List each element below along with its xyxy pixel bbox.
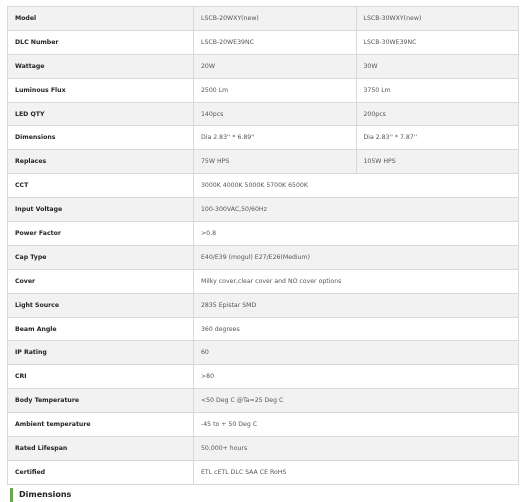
spec-row xyxy=(8,269,519,293)
spec-value: 360 degrees xyxy=(194,317,519,341)
spec-value-30w: Dia 2.83'' * 7.87'' xyxy=(356,126,519,150)
spec-value-20w: 20W xyxy=(194,54,357,78)
spec-row xyxy=(8,460,519,484)
spec-label: Replaces xyxy=(8,150,194,174)
spec-row xyxy=(8,126,519,150)
spec-value: 50,000+ hours xyxy=(194,437,519,461)
spec-label: IP Rating xyxy=(8,341,194,365)
spec-value-30w: 30W xyxy=(356,54,519,78)
spec-value-20w: 75W HPS xyxy=(194,150,357,174)
spec-row xyxy=(8,102,519,126)
spec-value-30w: 3750 Lm xyxy=(356,78,519,102)
spec-row xyxy=(8,174,519,198)
spec-row xyxy=(8,365,519,389)
spec-value-30w: 200pcs xyxy=(356,102,519,126)
spec-value: >80 xyxy=(194,365,519,389)
spec-row xyxy=(8,293,519,317)
spec-label: Model xyxy=(8,7,194,31)
spec-value-20w: LSCB-20WE39NC xyxy=(194,30,357,54)
spec-label: CCT xyxy=(8,174,194,198)
spec-table xyxy=(7,6,519,485)
spec-value: -45 to + 50 Deg C xyxy=(194,413,519,437)
spec-value-20w: 140pcs xyxy=(194,102,357,126)
spec-row xyxy=(8,245,519,269)
spec-value-20w: 2500 Lm xyxy=(194,78,357,102)
spec-value-30w: LSCB-30WE39NC xyxy=(356,30,519,54)
spec-value: 100-300VAC,50/60Hz xyxy=(194,198,519,222)
spec-label: Certified xyxy=(8,460,194,484)
spec-row xyxy=(8,413,519,437)
spec-value: 3000K 4000K 5000K 5700K 6500K xyxy=(194,174,519,198)
spec-row xyxy=(8,389,519,413)
dimensions-section-heading: Dimensions xyxy=(10,488,71,502)
spec-value: <50 Deg C @Ta=25 Deg C xyxy=(194,389,519,413)
spec-value: E40/E39 (mogul) E27/E26(Medium) xyxy=(194,245,519,269)
spec-label: DLC Number xyxy=(8,30,194,54)
spec-label: Beam Angle xyxy=(8,317,194,341)
spec-label: Input Voltage xyxy=(8,198,194,222)
spec-value: ETL cETL DLC SAA CE RoHS xyxy=(194,460,519,484)
spec-row xyxy=(8,54,519,78)
spec-label: Wattage xyxy=(8,54,194,78)
spec-label: Dimensions xyxy=(8,126,194,150)
spec-value: Milky cover,clear cover and NO cover options xyxy=(194,269,519,293)
spec-label: Cover xyxy=(8,269,194,293)
spec-label: Body Temperature xyxy=(8,389,194,413)
spec-value: 2835 Epistar SMD xyxy=(194,293,519,317)
spec-table-body xyxy=(8,7,519,485)
spec-row xyxy=(8,198,519,222)
spec-value: 60 xyxy=(194,341,519,365)
spec-value-20w: Dia 2.83'' * 6.89'' xyxy=(194,126,357,150)
spec-value-30w: LSCB-30WXY(new) xyxy=(356,7,519,31)
spec-row xyxy=(8,341,519,365)
spec-label: CRI xyxy=(8,365,194,389)
spec-label: Power Factor xyxy=(8,222,194,246)
spec-row xyxy=(8,437,519,461)
spec-value-20w: LSCB-20WXY(new) xyxy=(194,7,357,31)
spec-row xyxy=(8,7,519,31)
spec-row xyxy=(8,317,519,341)
spec-value: >0.8 xyxy=(194,222,519,246)
spec-row xyxy=(8,30,519,54)
spec-label: Rated Lifespan xyxy=(8,437,194,461)
spec-label: Luminous Flux xyxy=(8,78,194,102)
spec-label: LED QTY xyxy=(8,102,194,126)
spec-label: Light Source xyxy=(8,293,194,317)
spec-row xyxy=(8,78,519,102)
spec-label: Ambient temperature xyxy=(8,413,194,437)
spec-label: Cap Type xyxy=(8,245,194,269)
spec-value-30w: 105W HPS xyxy=(356,150,519,174)
spec-row xyxy=(8,222,519,246)
spec-row xyxy=(8,150,519,174)
